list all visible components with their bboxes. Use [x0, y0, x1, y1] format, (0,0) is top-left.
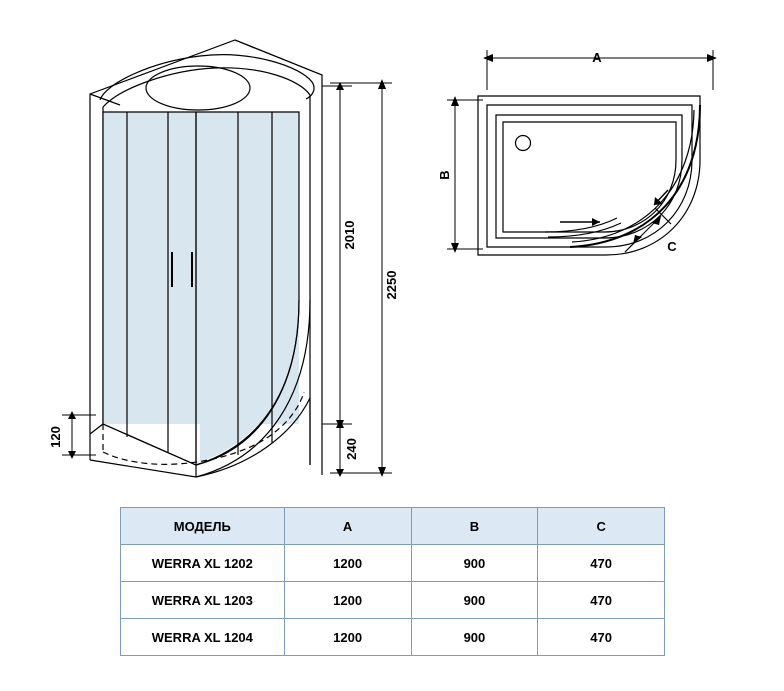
model-brand: WERRA [151, 629, 201, 645]
table-row [121, 545, 665, 582]
cell-c: 470 [538, 582, 665, 619]
model-variant: XL 1202 [203, 555, 253, 571]
model-specification-table [120, 507, 665, 656]
dim-label-240: 240 [344, 438, 359, 460]
cell-b: 900 [411, 619, 538, 656]
cell-c: 470 [538, 619, 665, 656]
table-row [121, 582, 665, 619]
dim-label-B: B [437, 170, 452, 180]
dim-label-120: 120 [48, 426, 63, 448]
cell-b: 900 [411, 545, 538, 582]
table-row [121, 619, 665, 656]
dim-label-C: C [667, 239, 677, 254]
model-brand: WERRA [151, 592, 201, 608]
header-a: A [284, 508, 411, 545]
front-elevation-group [90, 40, 322, 477]
dim-label-A: A [592, 50, 602, 65]
cell-b: 900 [411, 582, 538, 619]
header-model: МОДЕЛЬ [121, 508, 285, 545]
dim-label-2010: 2010 [342, 220, 357, 250]
cell-model [121, 582, 285, 619]
dim-label-2250: 2250 [384, 270, 399, 300]
table-header-row [121, 508, 665, 545]
top-plan-group [478, 96, 700, 255]
model-brand: WERRA [151, 555, 201, 571]
cell-a: 1200 [284, 619, 411, 656]
cell-c: 470 [538, 545, 665, 582]
model-variant: XL 1203 [203, 592, 253, 608]
cell-model [121, 545, 285, 582]
header-c: C [538, 508, 665, 545]
model-variant: XL 1204 [203, 629, 253, 645]
cell-model [121, 619, 285, 656]
cell-a: 1200 [284, 545, 411, 582]
cell-a: 1200 [284, 582, 411, 619]
header-b: B [411, 508, 538, 545]
